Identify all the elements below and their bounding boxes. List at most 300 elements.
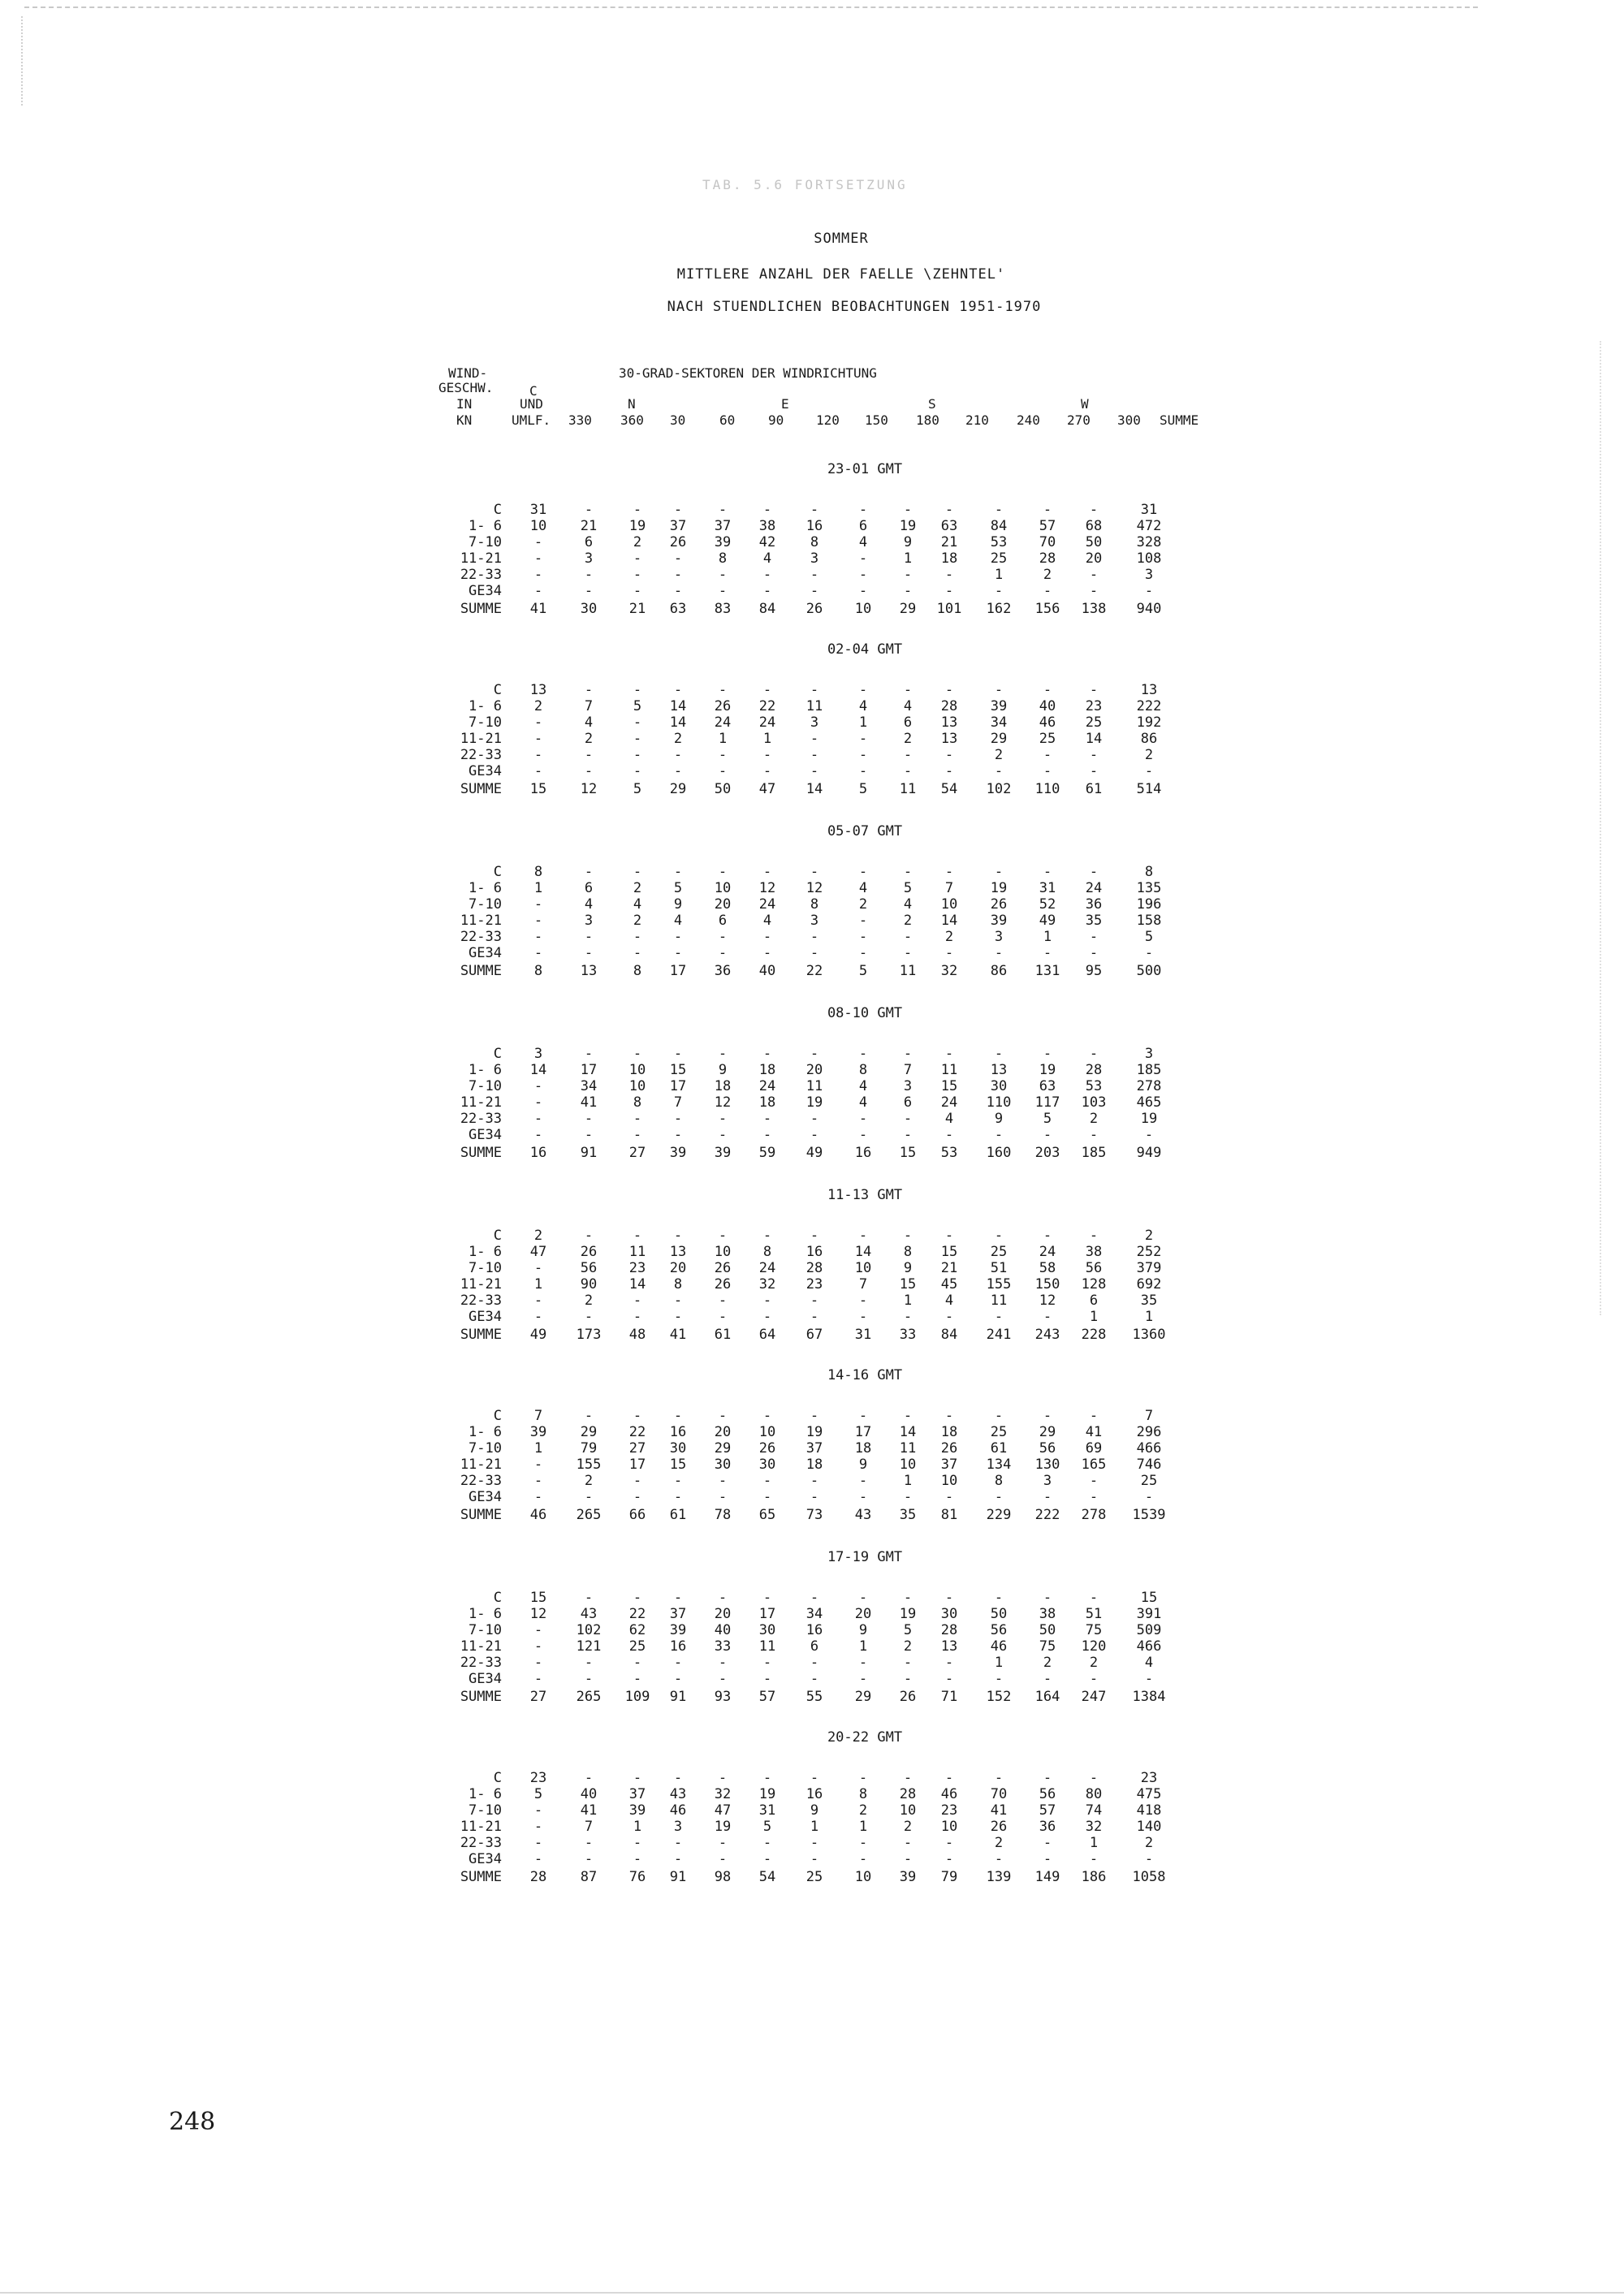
scan-edge-right (1600, 341, 1601, 1315)
table-cell: 8 (858, 1786, 868, 1802)
table-cell: 31 (1039, 880, 1056, 896)
table-cell: 29 (854, 1689, 872, 1705)
table-cell: - (858, 1293, 868, 1309)
page-number: 248 (169, 2108, 216, 2136)
cell-summe: 5 (1144, 929, 1154, 945)
table-cell: 2 (903, 1819, 913, 1835)
table-cell: 2 (584, 1293, 594, 1309)
table-cell: 13 (669, 1244, 687, 1260)
table-cell: - (858, 945, 868, 961)
table-cell: 12 (714, 1094, 732, 1111)
table-cell: 51 (990, 1260, 1008, 1276)
table-cell: - (858, 567, 868, 583)
table-cell: - (1089, 929, 1099, 945)
row-22-33 (438, 747, 1250, 763)
table-cell: 10 (899, 1457, 917, 1473)
table-cell: 45 (940, 1276, 958, 1293)
table-cell: - (533, 1802, 543, 1819)
table-cell: - (903, 1851, 913, 1867)
table-cell: 27 (628, 1440, 646, 1457)
table-cell: - (903, 763, 913, 779)
row-7-10 (438, 714, 1250, 731)
table-cell: 56 (580, 1260, 598, 1276)
table-cell: 17 (854, 1424, 872, 1440)
cell-summe: 466 (1136, 1638, 1162, 1655)
col-210: 210 (965, 412, 989, 428)
table-cell: - (1043, 1835, 1052, 1851)
table-cell: - (903, 1671, 913, 1687)
table-cell: - (903, 1590, 913, 1606)
row-11-21 (438, 1276, 1250, 1293)
row-7-10 (438, 1440, 1250, 1457)
col-360: 360 (620, 412, 644, 428)
table-cell: 15 (940, 1078, 958, 1094)
table-cell: - (944, 1489, 954, 1505)
table-cell: 1 (533, 880, 543, 896)
table-cell: 20 (1085, 550, 1103, 567)
table-cell: 53 (1085, 1078, 1103, 1094)
table-cell: 3 (810, 714, 819, 731)
cell-summe: 3 (1144, 567, 1154, 583)
table-cell: - (858, 1408, 868, 1424)
table-cell: - (944, 1127, 954, 1143)
table-cell: - (718, 763, 728, 779)
table-cell: - (633, 550, 642, 567)
table-cell: - (1089, 1770, 1099, 1786)
table-cell: 49 (1039, 913, 1056, 929)
row-label: 7-10 (469, 1260, 502, 1276)
table-cell: - (533, 1293, 543, 1309)
table-cell: 75 (1039, 1638, 1056, 1655)
table-cell: - (718, 1835, 728, 1851)
table-cell: - (718, 747, 728, 763)
table-cell: - (718, 1046, 728, 1062)
row-label: 22-33 (460, 929, 502, 945)
table-cell: - (762, 1590, 772, 1606)
cell-summe: 222 (1136, 698, 1162, 714)
table-cell: 50 (714, 781, 732, 797)
table-cell: - (673, 583, 683, 599)
cell-summe: 940 (1136, 601, 1162, 617)
table-cell: - (994, 1309, 1004, 1325)
table-cell: - (584, 1851, 594, 1867)
table-cell: 24 (1085, 880, 1103, 896)
table-cell: 11 (628, 1244, 646, 1260)
table-cell: 3 (903, 1078, 913, 1094)
table-cell: 62 (628, 1622, 646, 1638)
table-cell: - (944, 567, 954, 583)
table-cell: 1 (762, 731, 772, 747)
table-cell: - (1089, 1489, 1099, 1505)
table-cell: 74 (1085, 1802, 1103, 1819)
table-cell: - (718, 1293, 728, 1309)
table-cell: 31 (758, 1802, 776, 1819)
row-label: 7-10 (469, 1622, 502, 1638)
table-cell: 4 (584, 714, 594, 731)
row-11-21 (438, 1094, 1250, 1111)
table-cell: 50 (1085, 534, 1103, 550)
table-cell: - (533, 1473, 543, 1489)
table-cell: 98 (714, 1869, 732, 1885)
table-cell: 26 (990, 1819, 1008, 1835)
table-cell: 10 (940, 896, 958, 913)
row-11-21 (438, 1457, 1250, 1473)
table-cell: - (584, 1408, 594, 1424)
table-cell: 35 (1085, 913, 1103, 929)
row-22-33 (438, 1293, 1250, 1309)
cell-summe: 692 (1136, 1276, 1162, 1293)
cell-summe: 472 (1136, 518, 1162, 534)
table-cell: 20 (714, 896, 732, 913)
row-label: SUMME (460, 1869, 502, 1885)
table-cell: 13 (940, 731, 958, 747)
table-cell: 46 (669, 1802, 687, 1819)
cell-summe: 1360 (1132, 1327, 1166, 1343)
table-cell: 4 (673, 913, 683, 929)
table-cell: 25 (806, 1869, 823, 1885)
row-1-6 (438, 880, 1250, 896)
table-cell: - (633, 731, 642, 747)
table-cell: 4 (858, 1094, 868, 1111)
table-cell: - (533, 1835, 543, 1851)
table-cell: 13 (940, 1638, 958, 1655)
table-cell: 185 (1081, 1145, 1107, 1161)
table-cell: - (673, 747, 683, 763)
table-cell: - (944, 747, 954, 763)
table-cell: 138 (1081, 601, 1107, 617)
header-c: C (529, 383, 538, 399)
table-cell: - (994, 682, 1004, 698)
table-cell: 12 (758, 880, 776, 896)
table-cell: 2 (1089, 1111, 1099, 1127)
table-cell: - (633, 714, 642, 731)
table-cell: - (903, 567, 913, 583)
table-cell: 2 (633, 913, 642, 929)
table-cell: - (533, 1127, 543, 1143)
table-cell: - (762, 1408, 772, 1424)
row-1-6 (438, 1062, 1250, 1078)
table-cell: 7 (858, 1276, 868, 1293)
row-label: 7-10 (469, 714, 502, 731)
table-cell: 56 (990, 1622, 1008, 1638)
table-cell: 38 (1039, 1606, 1056, 1622)
table-cell: - (633, 1851, 642, 1867)
table-cell: 46 (529, 1507, 547, 1523)
table-cell: 2 (858, 896, 868, 913)
table-cell: 3 (533, 1046, 543, 1062)
table-cell: 18 (758, 1062, 776, 1078)
table-cell: - (533, 1851, 543, 1867)
table-cell: 35 (899, 1507, 917, 1523)
scan-edge-top (24, 6, 1478, 8)
row-label: 1- 6 (469, 1786, 502, 1802)
table-cell: 1 (810, 1819, 819, 1835)
table-cell: 222 (1034, 1507, 1060, 1523)
row-summe (438, 1507, 1250, 1523)
table-cell: 131 (1034, 963, 1060, 979)
cell-summe: 35 (1140, 1293, 1158, 1309)
table-cell: - (762, 682, 772, 698)
table-cell: 20 (714, 1606, 732, 1622)
table-cell: 17 (758, 1606, 776, 1622)
table-cell: 24 (940, 1094, 958, 1111)
table-cell: 14 (669, 714, 687, 731)
table-cell: - (718, 502, 728, 518)
row-label: 11-21 (460, 1638, 502, 1655)
table-cell: 28 (899, 1786, 917, 1802)
table-cell: - (1043, 1590, 1052, 1606)
table-cell: 14 (806, 781, 823, 797)
header-umlf: UMLF. (512, 412, 551, 428)
row-label: 7-10 (469, 1440, 502, 1457)
table-cell: 91 (669, 1689, 687, 1705)
table-cell: 134 (986, 1457, 1012, 1473)
cell-summe: - (1144, 1127, 1154, 1143)
table-cell: - (1043, 1489, 1052, 1505)
cell-summe: 1384 (1132, 1689, 1166, 1705)
table-cell: - (533, 1819, 543, 1835)
row-label: 7-10 (469, 1802, 502, 1819)
table-cell: 186 (1081, 1869, 1107, 1885)
table-cell: - (633, 567, 642, 583)
table-cell: 11 (806, 1078, 823, 1094)
table-cell: 34 (990, 714, 1008, 731)
table-cell: 10 (758, 1424, 776, 1440)
table-cell: 28 (1085, 1062, 1103, 1078)
table-cell: 21 (580, 518, 598, 534)
table-cell: - (1043, 747, 1052, 763)
table-cell: - (858, 1590, 868, 1606)
cell-summe: 1058 (1132, 1869, 1166, 1885)
table-cell: 91 (580, 1145, 598, 1161)
table-cell: - (858, 1127, 868, 1143)
table-cell: 4 (858, 880, 868, 896)
table-cell: - (858, 1655, 868, 1671)
cell-summe: 2 (1144, 1228, 1154, 1244)
table-cell: 1 (533, 1276, 543, 1293)
table-cell: 18 (940, 1424, 958, 1440)
table-cell: - (858, 864, 868, 880)
table-cell: 16 (669, 1424, 687, 1440)
table-cell: 33 (899, 1327, 917, 1343)
table-cell: 78 (714, 1507, 732, 1523)
table-cell: - (762, 1655, 772, 1671)
table-cell: 29 (899, 601, 917, 617)
table-cell: 20 (854, 1606, 872, 1622)
table-cell: 2 (944, 929, 954, 945)
table-cell: 75 (1085, 1622, 1103, 1638)
table-cell: 10 (714, 880, 732, 896)
table-cell: - (533, 1094, 543, 1111)
table-cell: 32 (714, 1786, 732, 1802)
table-cell: - (584, 502, 594, 518)
table-cell: - (584, 1127, 594, 1143)
table-cell: - (584, 1228, 594, 1244)
table-cell: - (533, 534, 543, 550)
table-cell: 1 (994, 567, 1004, 583)
table-cell: - (903, 502, 913, 518)
table-cell: - (584, 747, 594, 763)
table-cell: 24 (1039, 1244, 1056, 1260)
table-cell: - (718, 1473, 728, 1489)
table-cell: - (718, 1489, 728, 1505)
table-cell: 1 (718, 731, 728, 747)
row-summe (438, 963, 1250, 979)
table-cell: 53 (990, 534, 1008, 550)
table-cell: - (762, 583, 772, 599)
table-cell: - (533, 550, 543, 567)
table-cell: 26 (669, 534, 687, 550)
row-22-33 (438, 1655, 1250, 1671)
table-cell: - (673, 550, 683, 567)
table-cell: - (533, 1309, 543, 1325)
table-cell: - (633, 1309, 642, 1325)
table-cell: 30 (669, 1440, 687, 1457)
table-cell: 1 (1043, 929, 1052, 945)
row-summe (438, 1145, 1250, 1161)
table-cell: 61 (669, 1507, 687, 1523)
table-cell: - (584, 1489, 594, 1505)
table-cell: - (533, 945, 543, 961)
table-cell: 2 (1043, 567, 1052, 583)
row-summe (438, 1869, 1250, 1885)
table-cell: - (903, 747, 913, 763)
row-7-10 (438, 1802, 1250, 1819)
table-cell: 18 (714, 1078, 732, 1094)
table-cell: 160 (986, 1145, 1012, 1161)
table-cell: - (533, 1638, 543, 1655)
row-label: SUMME (460, 963, 502, 979)
table-cell: - (1043, 1408, 1052, 1424)
table-cell: 25 (990, 1424, 1008, 1440)
table-cell: - (944, 1046, 954, 1062)
header-in: IN (456, 396, 473, 412)
table-cell: - (903, 1127, 913, 1143)
table-cell: - (633, 945, 642, 961)
cell-summe: 19 (1140, 1111, 1158, 1127)
table-cell: 19 (628, 518, 646, 534)
row-11-21 (438, 731, 1250, 747)
table-cell: - (718, 1770, 728, 1786)
row-1-6 (438, 1424, 1250, 1440)
table-cell: 24 (758, 1078, 776, 1094)
table-cell: 19 (714, 1819, 732, 1835)
row-label: 11-21 (460, 550, 502, 567)
table-cell: - (944, 945, 954, 961)
table-cell: - (633, 682, 642, 698)
table-cell: - (903, 1046, 913, 1062)
table-cell: 14 (899, 1424, 917, 1440)
table-cell: 15 (899, 1145, 917, 1161)
table-cell: - (762, 567, 772, 583)
table-cell: 47 (714, 1802, 732, 1819)
cell-summe: 465 (1136, 1094, 1162, 1111)
table-cell: 32 (940, 963, 958, 979)
table-cell: - (673, 1489, 683, 1505)
row-label: GE34 (469, 1489, 502, 1505)
table-cell: 21 (628, 601, 646, 617)
row-label: 11-21 (460, 913, 502, 929)
row-label: 11-21 (460, 1819, 502, 1835)
table-cell: - (858, 763, 868, 779)
table-cell: 4 (858, 698, 868, 714)
cell-summe: 196 (1136, 896, 1162, 913)
table-cell: 4 (584, 896, 594, 913)
table-cell: 30 (758, 1457, 776, 1473)
table-cell: 14 (940, 913, 958, 929)
row-label: C (493, 502, 502, 518)
table-cell: - (858, 1489, 868, 1505)
row-label: SUMME (460, 1507, 502, 1523)
table-cell: 4 (903, 896, 913, 913)
table-cell: - (533, 1489, 543, 1505)
table-cell: 21 (940, 534, 958, 550)
table-cell: 10 (940, 1473, 958, 1489)
row-summe (438, 781, 1250, 797)
cell-summe: 4 (1144, 1655, 1154, 1671)
row-label: 11-21 (460, 731, 502, 747)
row-label: 22-33 (460, 1293, 502, 1309)
table-cell: 8 (994, 1473, 1004, 1489)
table-cell: - (673, 1111, 683, 1127)
table-cell: 101 (936, 601, 962, 617)
table-cell: - (810, 1655, 819, 1671)
col-330: 330 (568, 412, 592, 428)
table-cell: 9 (673, 896, 683, 913)
row-11-21 (438, 1819, 1250, 1835)
table-cell: - (858, 1309, 868, 1325)
table-cell: - (994, 502, 1004, 518)
table-cell: 22 (806, 963, 823, 979)
table-cell: 102 (986, 781, 1012, 797)
table-cell: - (673, 763, 683, 779)
row-label: SUMME (460, 1689, 502, 1705)
table-cell: 7 (584, 698, 594, 714)
table-cell: 56 (1039, 1440, 1056, 1457)
cell-summe: 514 (1136, 781, 1162, 797)
table-cell: - (810, 1770, 819, 1786)
table-cell: 2 (533, 1228, 543, 1244)
table-cell: 16 (806, 1622, 823, 1638)
row-label: C (493, 1228, 502, 1244)
table-cell: - (533, 929, 543, 945)
table-cell: - (633, 864, 642, 880)
table-cell: 19 (806, 1424, 823, 1440)
table-cell: 22 (758, 698, 776, 714)
table-cell: - (858, 550, 868, 567)
table-cell: 26 (758, 1440, 776, 1457)
table-cell: 37 (806, 1440, 823, 1457)
row-ge34 (438, 945, 1250, 961)
table-cell: - (633, 1489, 642, 1505)
cell-summe: 31 (1140, 502, 1158, 518)
table-cell: - (584, 682, 594, 698)
table-cell: 53 (940, 1145, 958, 1161)
table-cell: - (762, 1473, 772, 1489)
table-cell: 9 (810, 1802, 819, 1819)
table-cell: 47 (529, 1244, 547, 1260)
table-cell: 10 (628, 1078, 646, 1094)
table-cell: - (1089, 747, 1099, 763)
cell-summe: 296 (1136, 1424, 1162, 1440)
row-label: 1- 6 (469, 1062, 502, 1078)
table-cell: 10 (899, 1802, 917, 1819)
table-cell: 26 (899, 1689, 917, 1705)
col-270: 270 (1067, 412, 1091, 428)
table-cell: 19 (1039, 1062, 1056, 1078)
table-cell: 18 (806, 1457, 823, 1473)
table-cell: 2 (903, 913, 913, 929)
